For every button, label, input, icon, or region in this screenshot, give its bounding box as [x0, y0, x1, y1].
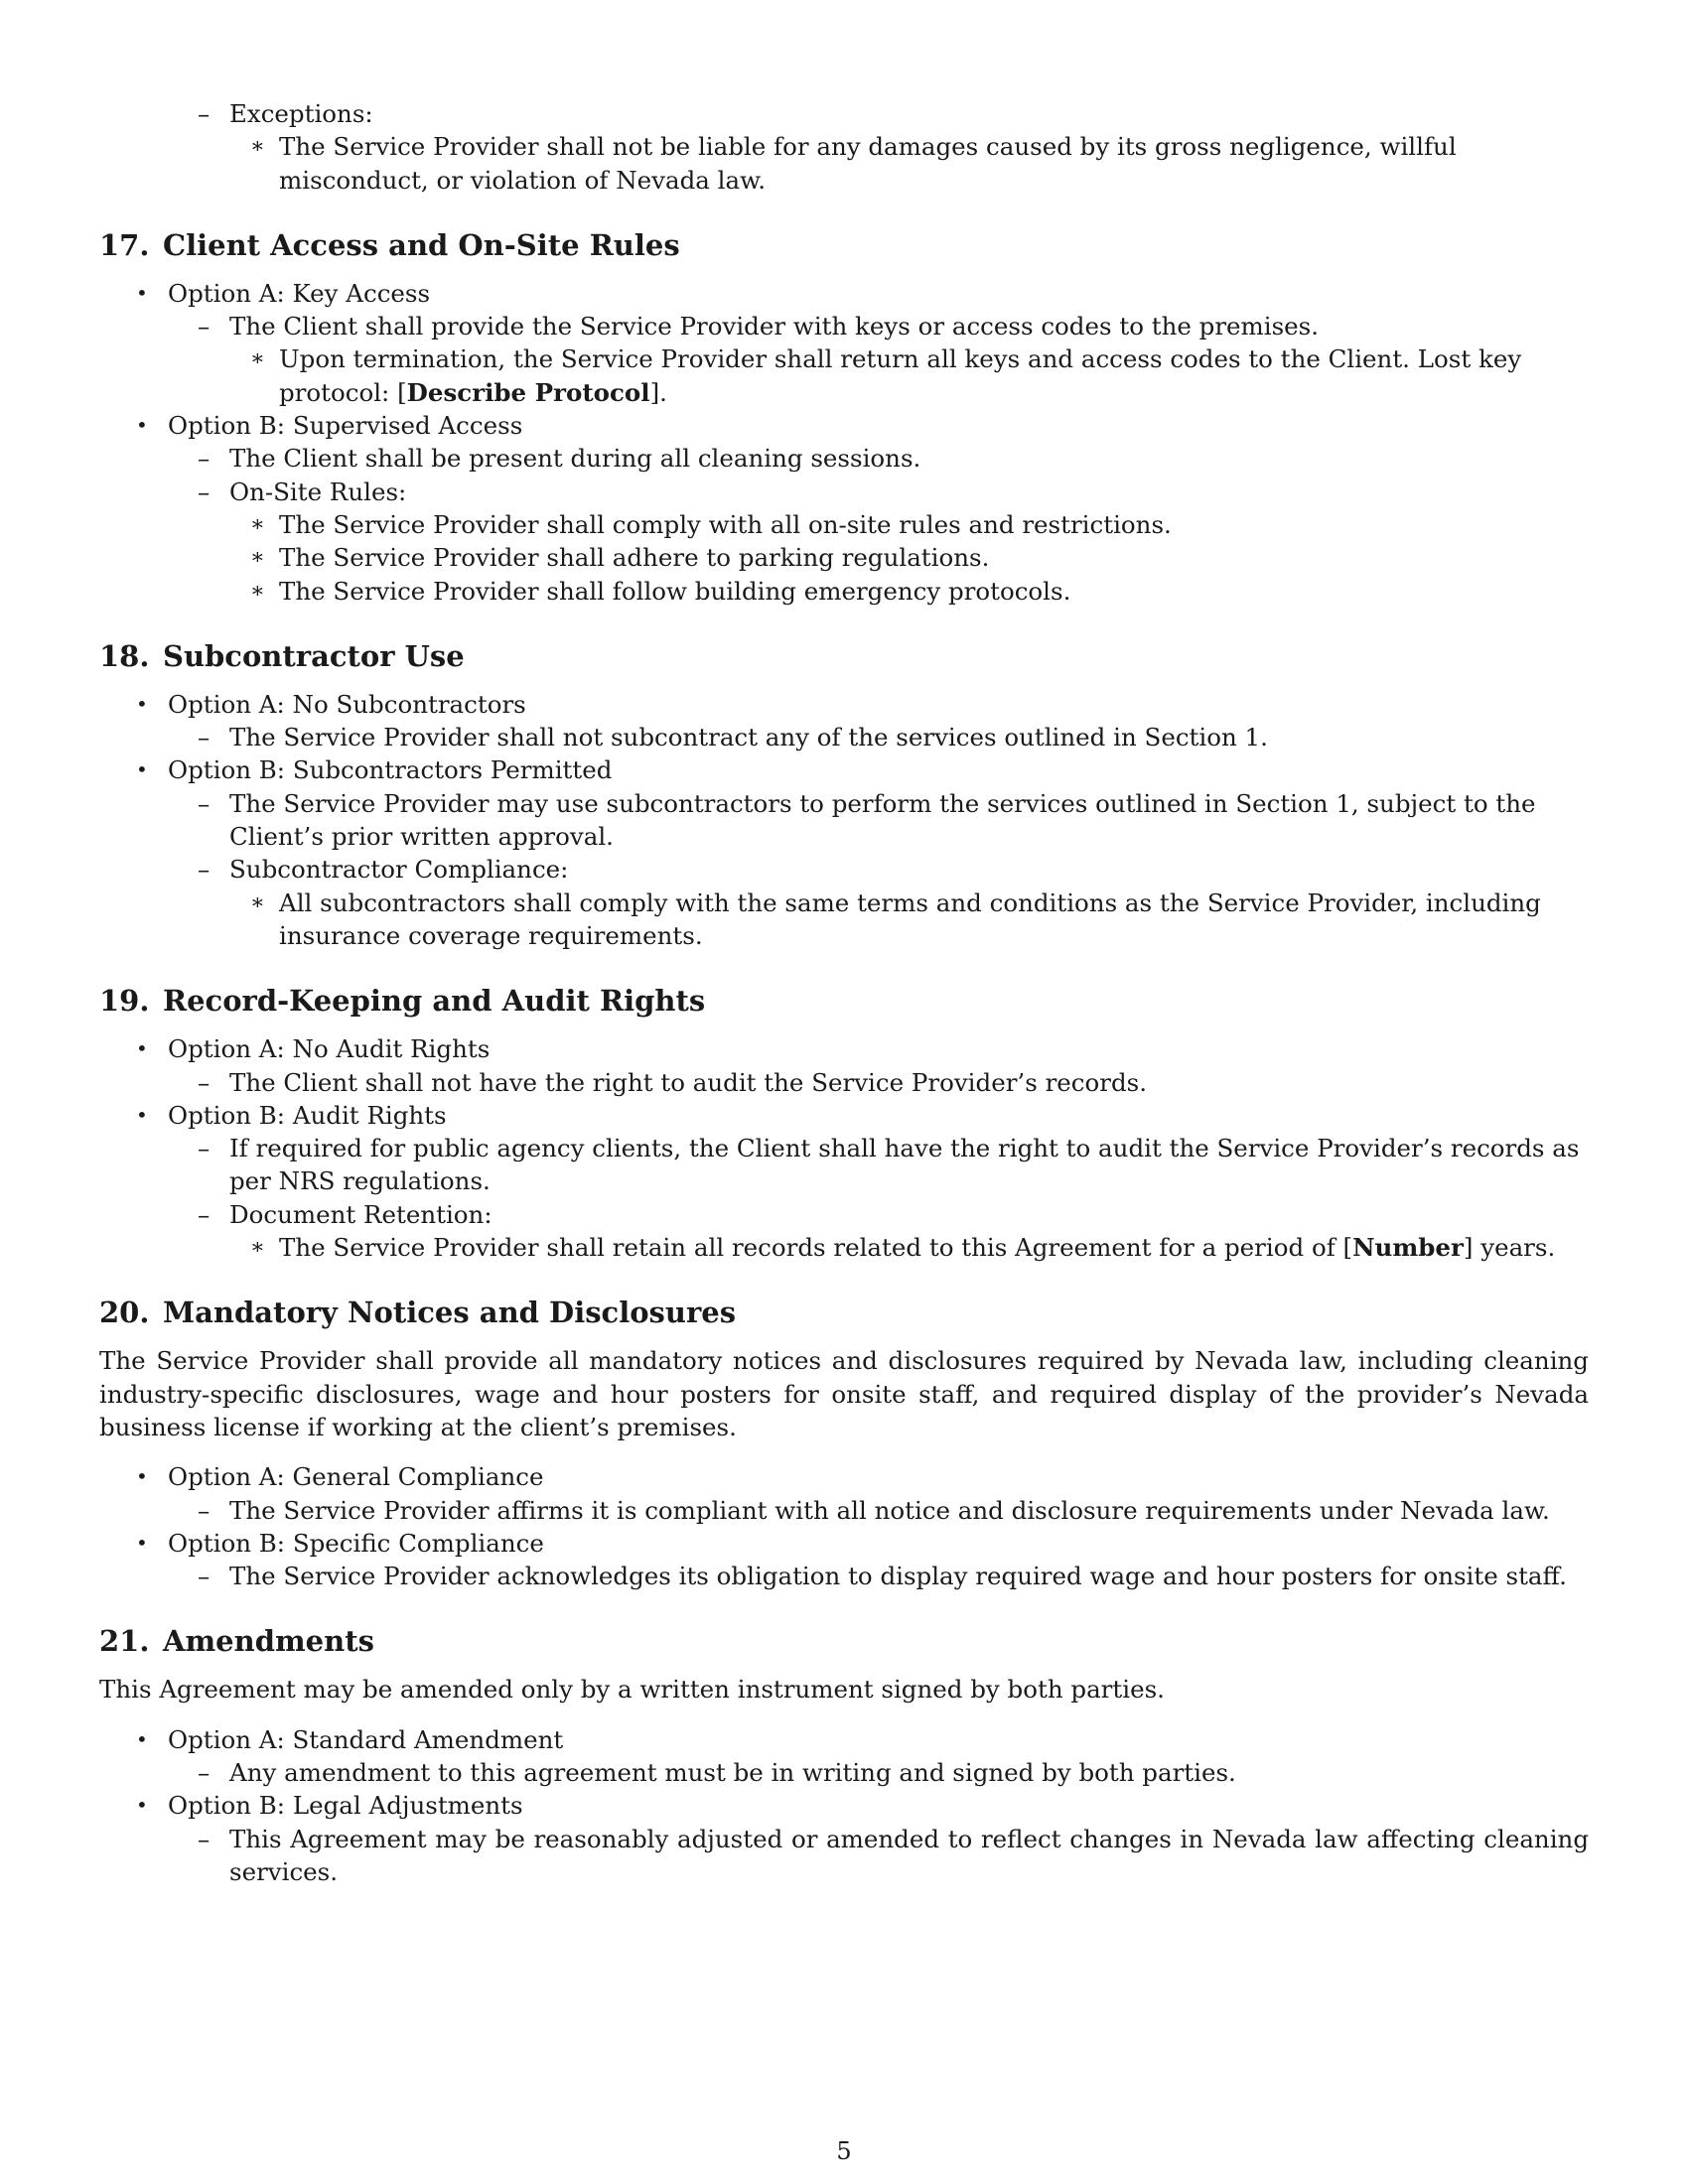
s17-option-b: • Option B: Supervised Access — [136, 411, 523, 441]
page-number: 5 — [836, 2137, 852, 2165]
section-21 — [99, 1622, 1589, 1888]
placeholder-describe-protocol: Describe Protocol — [406, 377, 650, 407]
s18-option-b-item: ∗ All subcontractors shall comply with the same terms and conditions as the Service Provider, including insurance coverage requirements. — [250, 887, 1541, 950]
s17-option-b-item: ∗ The Service Provider shall comply with all on-site rules and restrictions. — [250, 509, 1172, 539]
s19-option-b-sub2: – Document Retention: — [198, 1199, 492, 1229]
exceptions-item: – Exceptions: — [99, 97, 1589, 130]
section-20 — [99, 1294, 1589, 1592]
s19-option-a-sub: – The Client shall not have the right to audit the Service Provider’s records. — [198, 1067, 1148, 1097]
s20-option-b: • Option B: Specific Compliance — [136, 1528, 544, 1558]
s18-option-b-sub2: – Subcontractor Compliance: — [198, 855, 569, 885]
s20-paragraph: The Service Provider shall provide all mandatory notices and disclosures required by Nevada law, including cleaning industry-specific disclosures, wage and hour posters for onsite staff, and required display of the provider’s Nevada business license if working at the client’s premises. — [99, 1346, 1589, 1441]
s20-option-a: • Option A: General Compliance — [136, 1462, 544, 1492]
s21-paragraph: This Agreement may be amended only by a written instrument signed by both parties. — [99, 1675, 1165, 1705]
section-21-heading: 21. Amendments — [99, 1624, 374, 1659]
section-19-heading: 19. Record-Keeping and Audit Rights — [99, 984, 706, 1019]
s17-option-b-item: ∗ The Service Provider shall follow building emergency protocols. — [250, 576, 1071, 606]
placeholder-number: Number — [1352, 1233, 1464, 1263]
s21-option-b-sub: – This Agreement may be reasonably adjusted or amended to reflect changes in Nevada law affecting cleaning services. — [198, 1824, 1589, 1886]
star-marker: ∗ — [250, 134, 265, 160]
s17-option-a: • Option A: Key Access — [99, 277, 1589, 310]
document-page — [99, 97, 1589, 1888]
s19-option-b: • Option B: Audit Rights — [136, 1100, 447, 1130]
s19-option-b-sub1: – If required for public agency clients, the Client shall have the right to audit the Service Provider’s records as per NRS regulations. — [198, 1134, 1580, 1196]
s17-option-b-sub2: – On-Site Rules: — [198, 477, 407, 506]
s17-option-b-item: ∗ The Service Provider shall adhere to parking regulations. — [250, 543, 990, 573]
s17-option-a-item: ∗ Upon termination, the Service Provider shall return all keys and access codes to the Client. Lost key protocol: [Describe Protocol]. — [250, 344, 1522, 407]
section-19 — [99, 982, 1589, 1264]
s18-option-a: • Option A: No Subcontractors — [136, 689, 526, 719]
s21-option-a-sub: – Any amendment to this agreement must be in writing and signed by both parties. — [198, 1757, 1236, 1787]
section-20-heading: 20. Mandatory Notices and Disclosures — [99, 1296, 737, 1330]
s21-option-b: • Option B: Legal Adjustments — [136, 1791, 523, 1821]
dash-marker: – — [198, 99, 211, 128]
bullet-marker: • — [136, 280, 148, 305]
s19-option-b-item: ∗ The Service Provider shall retain all records related to this Agreement for a period of [Number] years. — [250, 1233, 1556, 1263]
s18-option-b-sub1: – The Service Provider may use subcontractors to perform the services outlined in Section 1, subject to the Client’s prior written approval. — [198, 788, 1536, 852]
s17-option-b-sub1: – The Client shall be present during all cleaning sessions. — [198, 444, 921, 474]
section-17-heading: 17. Client Access and On-Site Rules — [99, 227, 680, 262]
s21-option-a: • Option A: Standard Amendment — [136, 1724, 564, 1754]
section-17 — [99, 226, 1589, 608]
s20-option-a-sub: – The Service Provider affirms it is compliant with all notice and disclosure requirements under Nevada law. — [198, 1495, 1550, 1525]
section-18 — [99, 637, 1589, 952]
s17-option-a-sub: – The Client shall provide the Service Provider with keys or access codes to the premises. — [198, 312, 1320, 341]
s18-option-a-sub: – The Service Provider shall not subcontract any of the services outlined in Section 1. — [198, 723, 1268, 752]
s20-option-b-sub: – The Service Provider acknowledges its obligation to display required wage and hour posters for onsite staff. — [198, 1562, 1567, 1591]
s19-option-a: • Option A: No Audit Rights — [136, 1034, 491, 1064]
section-18-heading: 18. Subcontractor Use — [99, 638, 465, 673]
exceptions-subitem: ∗ The Service Provider shall not be liable for any damages caused by its gross negligence, willful misconduct, or violation of Nevada law. — [250, 132, 1457, 195]
s18-option-b: • Option B: Subcontractors Permitted — [136, 755, 613, 785]
